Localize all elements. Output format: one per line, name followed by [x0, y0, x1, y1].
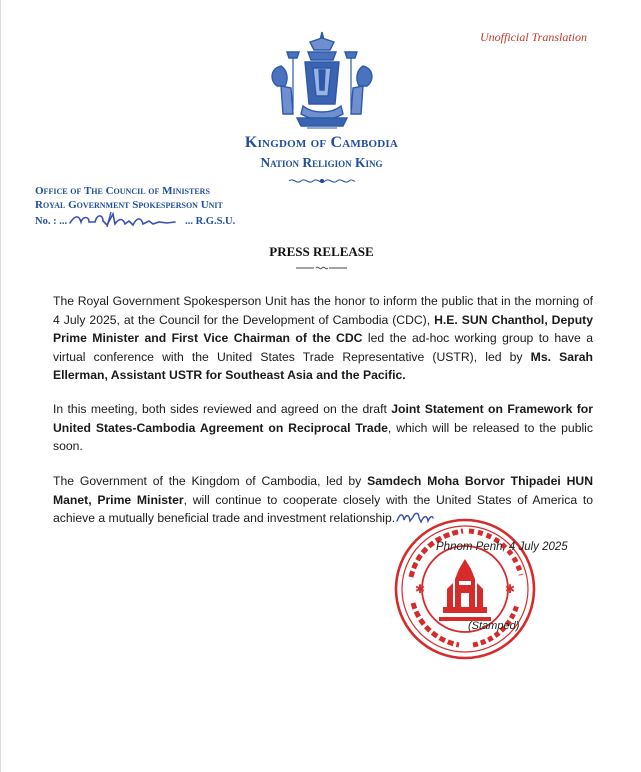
- stamped-note: (Stamped): [468, 620, 520, 632]
- unofficial-translation-note: Unofficial Translation: [479, 30, 587, 44]
- header-ornament: [287, 176, 357, 186]
- place-and-date: Phnom Penh, 4 July 2025: [436, 541, 568, 553]
- paragraph-meeting-text-2: led the ad-hoc working group to have a virtual conference with the United States Trade Representative (USTR), led by: [53, 331, 593, 364]
- paragraph-agreement-text-1: In this meeting, both sides reviewed and agreed on the draft: [53, 402, 392, 416]
- royal-coat-of-arms-icon: [263, 30, 381, 134]
- handwritten-reference-number: [67, 212, 185, 228]
- paragraph-meeting-bold-1: H.E. SUN Chanthol, Deputy Prime Minister and First Vice Chairman of the CDC: [53, 312, 593, 345]
- reference-number-line: [35, 212, 235, 229]
- press-release-title: PRESS RELEASE: [269, 244, 374, 259]
- reference-number-prefix: No. : ...: [35, 216, 68, 227]
- title-ornament: [294, 264, 349, 272]
- paragraph-cooperation-bold: Samdech Moha Borvor Thipadei HUN Manet, Prime Minister: [53, 474, 594, 507]
- motto-heading: Nation Religion King: [260, 155, 383, 170]
- paragraph-agreement: [53, 400, 593, 456]
- paragraph-meeting-bold-2: Ms. Sarah Ellerman, Assistant USTR for Southeast Asia and the Pacific.: [53, 349, 593, 382]
- paragraph-agreement-bold: Joint Statement on Framework for United States-Cambodia Agreement on Reciprocal Trade: [53, 402, 593, 435]
- office-line-council: Office of The Council of Ministers: [35, 185, 210, 197]
- issuing-office-block: [35, 184, 235, 229]
- paragraph-meeting-text-1: The Royal Government Spokesperson Unit has the honor to inform the public that in the morning of 4 July 2025, at the Council for the Development of Cambodia (CDC),: [53, 294, 593, 327]
- reference-number-suffix: ... R.G.S.U.: [185, 216, 236, 227]
- paragraph-cooperation-text-1: The Government of the Kingdom of Cambodia, led by: [53, 474, 368, 488]
- kingdom-heading: Kingdom of Cambodia: [244, 134, 399, 151]
- paragraph-agreement-text-2: , which will be released to the public soon.: [53, 420, 593, 453]
- official-seal-icon: [393, 517, 537, 661]
- svg-text:✱: ✱: [415, 582, 426, 596]
- svg-text:✱: ✱: [505, 582, 516, 596]
- paragraph-meeting: [53, 292, 593, 385]
- office-line-spokesperson: Royal Government Spokesperson Unit: [35, 199, 223, 211]
- paragraph-cooperation-text-2: , will continue to cooperate closely with the United States of America to achieve a mutually beneficial trade and investment relationship.: [53, 492, 593, 525]
